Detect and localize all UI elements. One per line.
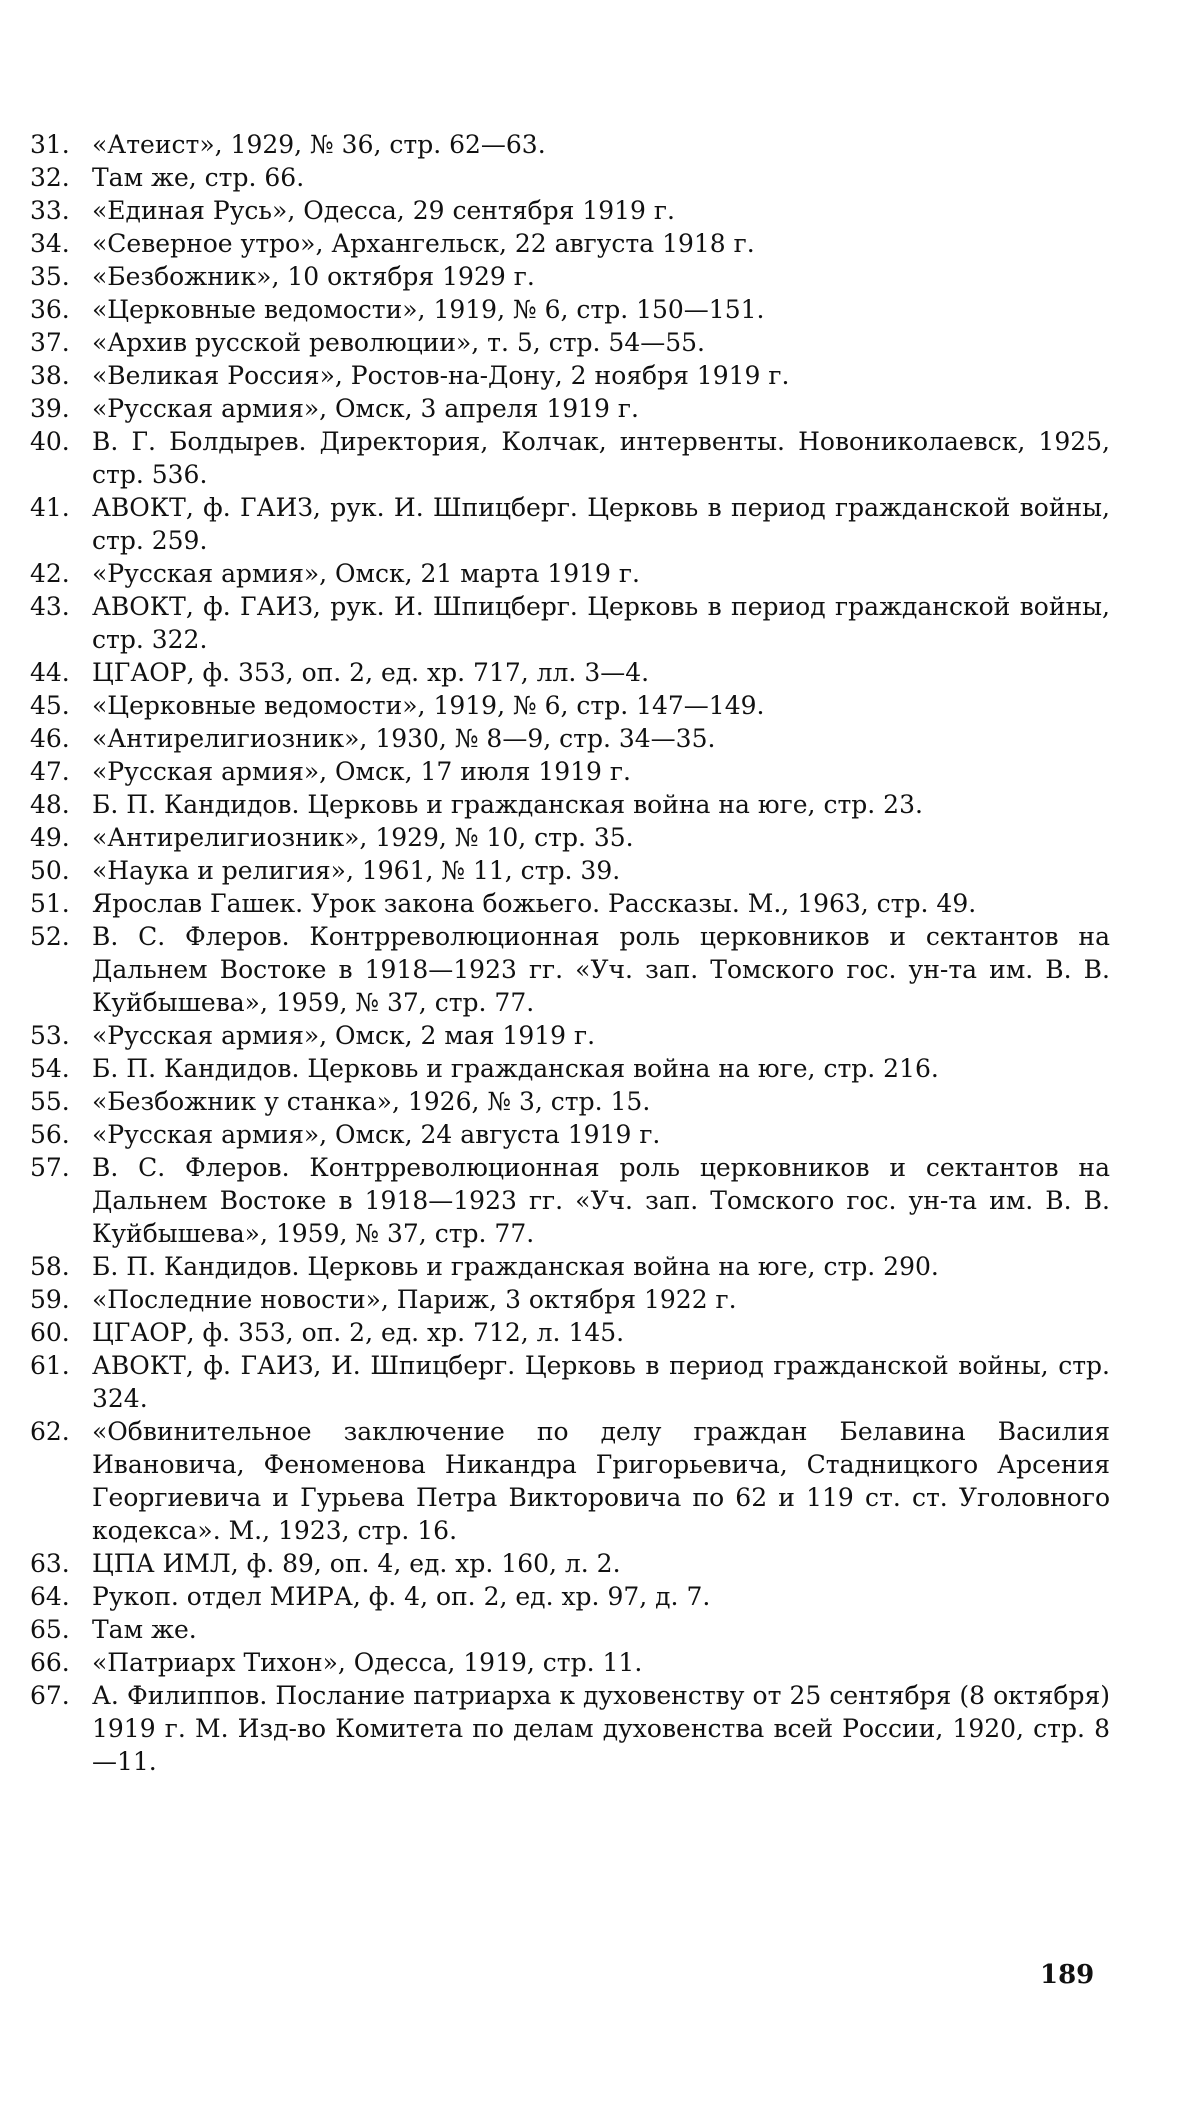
footnote-item (30, 1415, 1110, 1547)
footnote-item (30, 1349, 1110, 1415)
footnotes-page (30, 128, 1110, 1778)
footnote-item (30, 1283, 1110, 1316)
footnote-text: «Единая Русь», Одесса, 29 сентября 1919 г. (92, 196, 675, 225)
footnote-item (30, 1052, 1110, 1085)
footnote-item (30, 722, 1110, 755)
footnote-item (30, 425, 1110, 491)
footnote-number: 48. (30, 790, 70, 819)
footnote-text: Б. П. Кандидов. Церковь и гражданская война на юге, стр. 23. (92, 790, 923, 819)
footnote-text: «Церковные ведомости», 1919, № 6, стр. 150—151. (92, 295, 765, 324)
footnote-item (30, 920, 1110, 1019)
footnote-number: 39. (30, 394, 70, 423)
footnote-item (30, 1118, 1110, 1151)
footnote-number: 54. (30, 1054, 70, 1083)
footnote-item (30, 1580, 1110, 1613)
footnote-item (30, 1646, 1110, 1679)
footnote-text: «Последние новости», Париж, 3 октября 1922 г. (92, 1285, 737, 1314)
footnote-item (30, 260, 1110, 293)
footnote-text: Там же, стр. 66. (92, 163, 305, 192)
footnote-text: А. Филиппов. Послание патриарха к духовенству от 25 сентября (8 октября) 1919 г. М. Изд-во Комитета по делам духовенства всей России, 1920, стр. 8—11. (92, 1681, 1110, 1776)
footnote-text: Рукоп. отдел МИРА, ф. 4, оп. 2, ед. хр. 97, д. 7. (92, 1582, 711, 1611)
footnote-text: «Архив русской революции», т. 5, стр. 54—55. (92, 328, 706, 357)
footnote-number: 41. (30, 493, 70, 522)
footnote-item (30, 1151, 1110, 1250)
footnote-text: ЦПА ИМЛ, ф. 89, оп. 4, ед. хр. 160, л. 2. (92, 1549, 621, 1578)
footnote-number: 34. (30, 229, 70, 258)
footnote-text: «Русская армия», Омск, 3 апреля 1919 г. (92, 394, 639, 423)
footnote-number: 32. (30, 163, 70, 192)
footnote-text: ЦГАОР, ф. 353, оп. 2, ед. хр. 712, л. 145. (92, 1318, 625, 1347)
footnote-number: 46. (30, 724, 70, 753)
footnote-text: Ярослав Гашек. Урок закона божьего. Рассказы. М., 1963, стр. 49. (92, 889, 977, 918)
footnote-number: 35. (30, 262, 70, 291)
footnote-text: АВОКТ, ф. ГАИЗ, рук. И. Шпицберг. Церковь в период гражданской войны, стр. 259. (92, 493, 1110, 555)
footnote-text: АВОКТ, ф. ГАИЗ, И. Шпицберг. Церковь в период гражданской войны, стр. 324. (92, 1351, 1110, 1413)
footnote-item (30, 788, 1110, 821)
footnote-item (30, 557, 1110, 590)
footnote-number: 67. (30, 1681, 70, 1710)
footnote-number: 31. (30, 130, 70, 159)
footnote-item (30, 1250, 1110, 1283)
footnote-text: «Обвинительное заключение по делу граждан Белавина Василия Ивановича, Феноменова Никандра Григорьевича, Стадницкого Арсения Георгиевича и Гурьева Петра Викторовича по 62 и 119 ст. ст. Уголовного кодекса». М., 1923, стр. 16. (92, 1417, 1110, 1545)
footnote-number: 53. (30, 1021, 70, 1050)
footnote-number: 36. (30, 295, 70, 324)
footnote-item (30, 491, 1110, 557)
footnote-number: 56. (30, 1120, 70, 1149)
footnote-item (30, 755, 1110, 788)
footnote-text: «Наука и религия», 1961, № 11, стр. 39. (92, 856, 621, 885)
footnote-text: «Великая Россия», Ростов-на-Дону, 2 ноября 1919 г. (92, 361, 790, 390)
footnote-item (30, 359, 1110, 392)
footnote-item (30, 1679, 1110, 1778)
footnote-number: 62. (30, 1417, 70, 1446)
footnote-text: «Антирелигиозник», 1929, № 10, стр. 35. (92, 823, 634, 852)
footnote-text: Б. П. Кандидов. Церковь и гражданская война на юге, стр. 290. (92, 1252, 939, 1281)
footnote-text: «Антирелигиозник», 1930, № 8—9, стр. 34—35. (92, 724, 716, 753)
footnote-text: «Русская армия», Омск, 2 мая 1919 г. (92, 1021, 596, 1050)
page-number: 189 (1040, 1960, 1095, 1990)
footnote-text: В. С. Флеров. Контрреволюционная роль церковников и сектантов на Дальнем Востоке в 1918—1923 гг. «Уч. зап. Томского гос. ун-та им. В. В. Куйбышева», 1959, № 37, стр. 77. (92, 922, 1110, 1017)
footnote-item (30, 656, 1110, 689)
footnote-number: 33. (30, 196, 70, 225)
footnote-number: 55. (30, 1087, 70, 1116)
footnote-text: «Русская армия», Омск, 17 июля 1919 г. (92, 757, 631, 786)
footnote-item (30, 1547, 1110, 1580)
footnote-text: Б. П. Кандидов. Церковь и гражданская война на юге, стр. 216. (92, 1054, 939, 1083)
footnote-number: 66. (30, 1648, 70, 1677)
footnote-item (30, 1316, 1110, 1349)
footnote-item (30, 590, 1110, 656)
footnote-item (30, 821, 1110, 854)
footnote-item (30, 293, 1110, 326)
footnote-number: 38. (30, 361, 70, 390)
footnote-number: 52. (30, 922, 70, 951)
footnote-item (30, 1613, 1110, 1646)
footnote-item (30, 128, 1110, 161)
footnote-number: 60. (30, 1318, 70, 1347)
footnote-number: 45. (30, 691, 70, 720)
footnote-text: «Безбожник у станка», 1926, № 3, стр. 15. (92, 1087, 651, 1116)
footnote-text: «Атеист», 1929, № 36, стр. 62—63. (92, 130, 546, 159)
footnote-number: 64. (30, 1582, 70, 1611)
footnote-text: Там же. (92, 1615, 197, 1644)
footnote-number: 49. (30, 823, 70, 852)
footnote-item (30, 689, 1110, 722)
footnote-text: «Северное утро», Архангельск, 22 августа 1918 г. (92, 229, 755, 258)
footnote-item (30, 854, 1110, 887)
footnote-item (30, 194, 1110, 227)
footnote-item (30, 326, 1110, 359)
footnote-number: 42. (30, 559, 70, 588)
footnote-text: «Патриарх Тихон», Одесса, 1919, стр. 11. (92, 1648, 643, 1677)
footnote-number: 37. (30, 328, 70, 357)
footnote-number: 58. (30, 1252, 70, 1281)
footnote-item (30, 227, 1110, 260)
footnote-text: В. С. Флеров. Контрреволюционная роль церковников и сектантов на Дальнем Востоке в 1918—1923 гг. «Уч. зап. Томского гос. ун-та им. В. В. Куйбышева», 1959, № 37, стр. 77. (92, 1153, 1110, 1248)
footnote-number: 50. (30, 856, 70, 885)
footnote-item (30, 887, 1110, 920)
footnote-number: 65. (30, 1615, 70, 1644)
footnote-number: 47. (30, 757, 70, 786)
footnote-text: «Русская армия», Омск, 24 августа 1919 г. (92, 1120, 661, 1149)
footnote-number: 61. (30, 1351, 70, 1380)
footnote-number: 57. (30, 1153, 70, 1182)
footnote-text: В. Г. Болдырев. Директория, Колчак, интервенты. Новониколаевск, 1925, стр. 536. (92, 427, 1110, 489)
footnote-text: «Безбожник», 10 октября 1929 г. (92, 262, 535, 291)
footnote-number: 63. (30, 1549, 70, 1578)
footnote-text: «Русская армия», Омск, 21 марта 1919 г. (92, 559, 640, 588)
footnote-text: АВОКТ, ф. ГАИЗ, рук. И. Шпицберг. Церковь в период гражданской войны, стр. 322. (92, 592, 1110, 654)
footnote-number: 43. (30, 592, 70, 621)
footnotes-list (30, 128, 1110, 1778)
footnote-number: 44. (30, 658, 70, 687)
footnote-text: ЦГАОР, ф. 353, оп. 2, ед. хр. 717, лл. 3—4. (92, 658, 650, 687)
footnote-item (30, 1085, 1110, 1118)
footnote-text: «Церковные ведомости», 1919, № 6, стр. 147—149. (92, 691, 765, 720)
footnote-number: 40. (30, 427, 70, 456)
footnote-item (30, 392, 1110, 425)
footnote-item (30, 161, 1110, 194)
footnote-item (30, 1019, 1110, 1052)
footnote-number: 51. (30, 889, 70, 918)
footnote-number: 59. (30, 1285, 70, 1314)
